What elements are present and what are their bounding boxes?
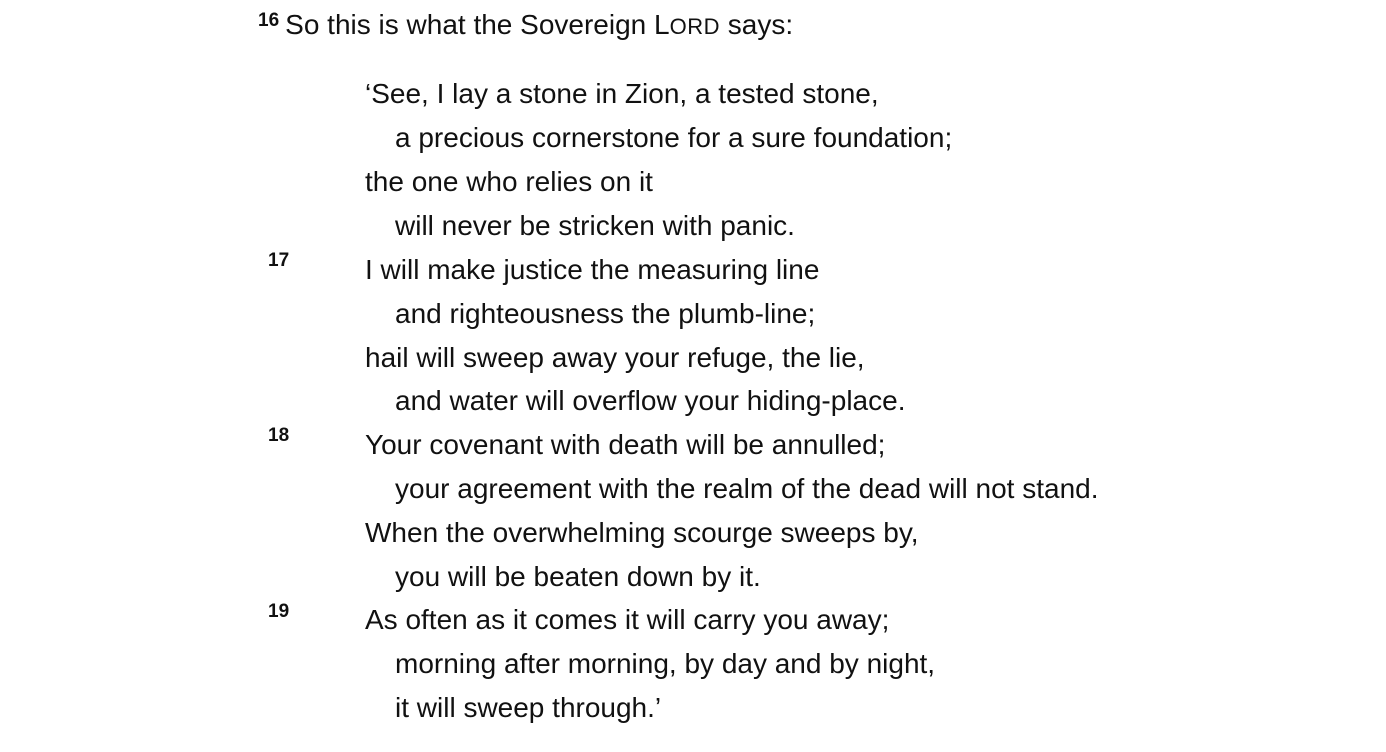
poetry-line-indented: a precious cornerstone for a sure foundation;	[395, 122, 953, 153]
poetry-line-indented: will never be stricken with panic.	[395, 210, 795, 241]
intro-text-end: says:	[719, 9, 794, 40]
verse-number-18: 18	[268, 425, 290, 446]
poetry-line: hail will sweep away your refuge, the lie,	[365, 342, 865, 373]
lord-initial: L	[654, 9, 670, 40]
poetry-line: When the overwhelming scourge sweeps by,	[365, 517, 919, 548]
poetry-line-indented: and water will overflow your hiding-place.	[395, 385, 906, 416]
poetry-line-indented: morning after morning, by day and by night,	[395, 648, 936, 679]
poetry-line-indented: and righteousness the plumb-line;	[395, 298, 816, 329]
poetry-line-indented: you will be beaten down by it.	[395, 561, 761, 592]
poetry-line: Your covenant with death will be annulled;	[365, 429, 886, 460]
poetry-line: the one who relies on it	[365, 166, 653, 197]
poetry-line-indented: your agreement with the realm of the dead will not stand.	[395, 473, 1099, 504]
poetry-line: As often as it comes it will carry you away;	[365, 604, 890, 635]
poetry-line-indented: it will sweep through.’	[395, 692, 662, 723]
verse-16-intro	[258, 2, 793, 46]
verse-number-19: 19	[268, 601, 290, 622]
verse-number-17: 17	[268, 250, 290, 271]
intro-text-start: So this is what the Sovereign	[285, 9, 655, 40]
verse-number-16: 16	[258, 10, 280, 31]
poetry-line: I will make justice the measuring line	[365, 254, 820, 285]
lord-small-caps: ORD	[669, 14, 720, 39]
poetry-line: ‘See, I lay a stone in Zion, a tested stone,	[365, 78, 879, 109]
